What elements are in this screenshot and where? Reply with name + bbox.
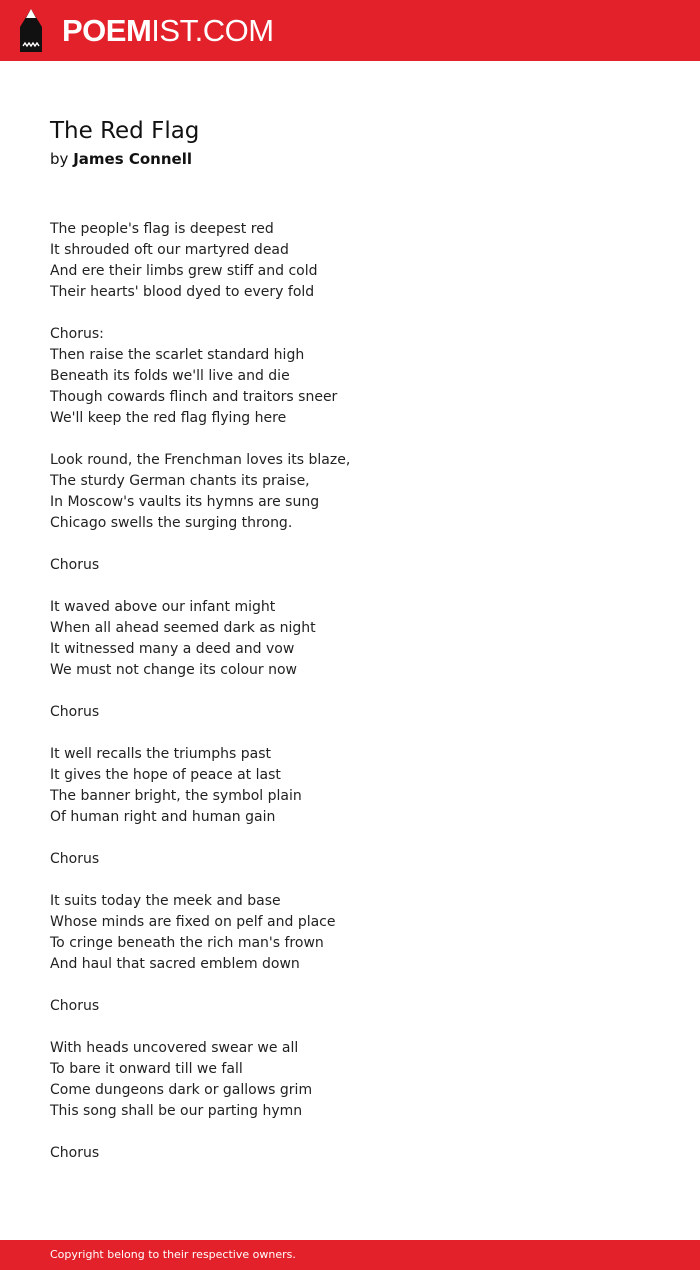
poem-body [50,219,650,1185]
logo-text-bold: POEM [62,13,152,48]
copyright-text: Copyright belong to their respective owners. [50,1248,296,1261]
poem-line: It shrouded oft our martyred dead [50,242,289,258]
poem-line: It gives the hope of peace at last [50,767,281,783]
by-label: by [50,150,69,168]
author-name: James Connell [73,150,192,168]
poem-line: It well recalls the triumphs past [50,746,272,762]
site-logo[interactable] [62,12,274,50]
poem-line: In Moscow's vaults its hymns are sung [50,494,320,510]
poem-line: Chorus [50,704,100,720]
logo-text-light: IST.COM [151,13,274,48]
poem-stanza [50,702,650,723]
poem-line: To cringe beneath the rich man's frown [50,935,324,951]
poem-line: It witnessed many a deed and vow [50,641,295,657]
poem-line: Chorus [50,851,100,867]
poem-stanza [50,450,650,534]
poem-line: And haul that sacred emblem down [50,956,300,972]
poem-title: The Red Flag [50,118,200,144]
poem-line: Whose minds are fixed on pelf and place [50,914,336,930]
pencil-icon[interactable] [17,9,45,52]
poem-line: Their hearts' blood dyed to every fold [50,284,315,300]
poem-line: We must not change its colour now [50,662,297,678]
poem-stanza [50,219,650,303]
poem-stanza [50,597,650,681]
poem-stanza [50,996,650,1017]
poem-stanza [50,324,650,429]
poem-line: Though cowards flinch and traitors sneer [50,389,338,405]
poem-line: Chorus [50,557,100,573]
poem-line: When all ahead seemed dark as night [50,620,316,636]
poem-line: The people's flag is deepest red [50,221,274,237]
poem-line: Of human right and human gain [50,809,276,825]
poem-line: This song shall be our parting hymn [50,1103,303,1119]
site-footer [0,1240,700,1270]
poem-line: We'll keep the red flag flying here [50,410,287,426]
poem-line: With heads uncovered swear we all [50,1040,299,1056]
poem-line: It waved above our infant might [50,599,276,615]
site-header [0,0,700,61]
poem-stanza [50,1143,650,1164]
poem-line: The sturdy German chants its praise, [50,473,310,489]
poem-stanza [50,849,650,870]
poem-line: Look round, the Frenchman loves its blaze, [50,452,351,468]
poem-line: It suits today the meek and base [50,893,281,909]
poem-stanza [50,744,650,828]
poem-stanza [50,1038,650,1122]
poem-line: And ere their limbs grew stiff and cold [50,263,318,279]
byline [50,148,192,170]
poem-line: Chicago swells the surging throng. [50,515,293,531]
poem-line: Come dungeons dark or gallows grim [50,1082,313,1098]
poem-line: Beneath its folds we'll live and die [50,368,290,384]
poem-line: Chorus [50,1145,100,1161]
poem-line: Then raise the scarlet standard high [50,347,305,363]
poem-line: To bare it onward till we fall [50,1061,243,1077]
poem-line: Chorus [50,998,100,1014]
poem-stanza [50,891,650,975]
poem-line: Chorus: [50,326,104,342]
poem-stanza [50,555,650,576]
poem-line: The banner bright, the symbol plain [50,788,302,804]
